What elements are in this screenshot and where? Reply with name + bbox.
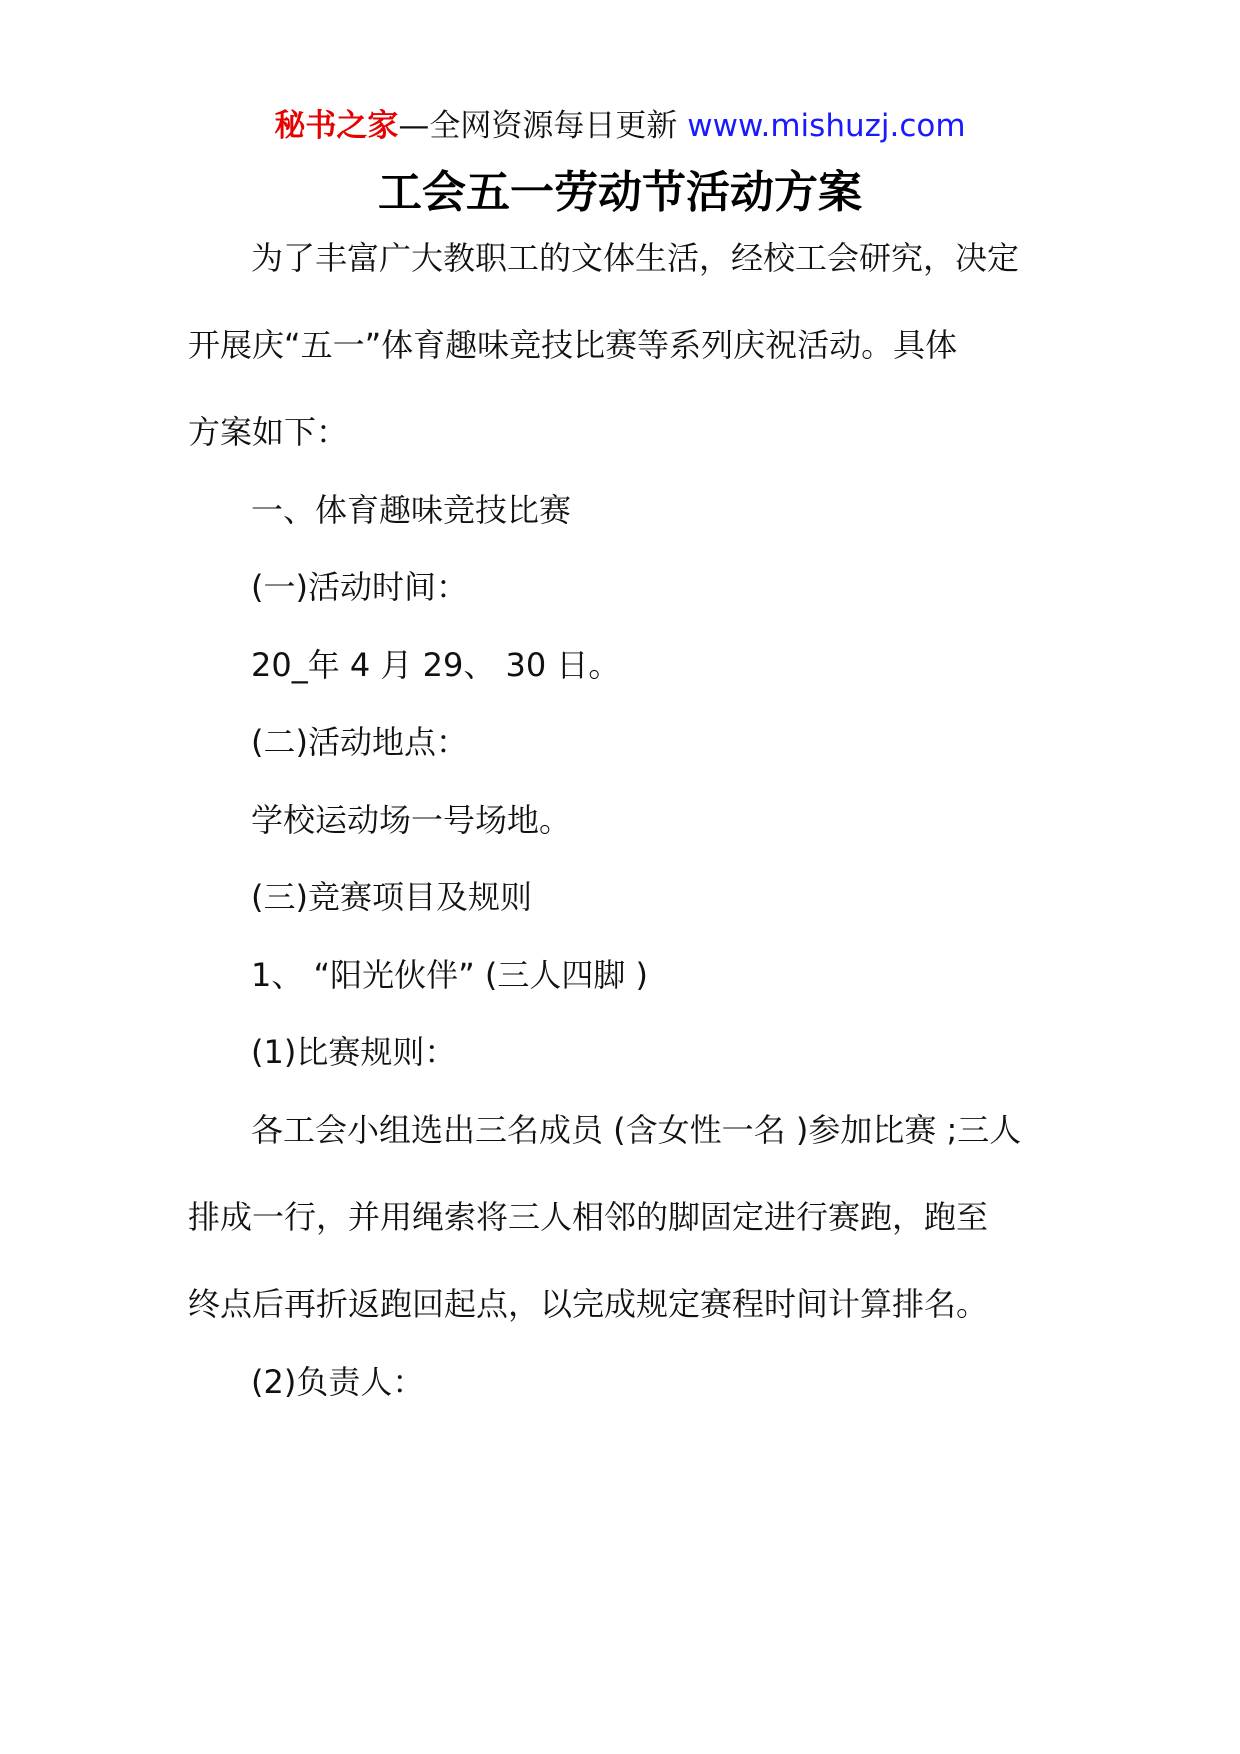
item-heading: 1、 “阳光伙伴” (三人四脚 ) (251, 956, 649, 994)
paragraph-line: 学校运动场一号场地。 (251, 801, 572, 839)
subsection-heading: (一)活动时间： (251, 568, 468, 606)
item-subheading: (1)比赛规则： (251, 1033, 457, 1071)
paragraph-line: 方案如下： (188, 413, 349, 451)
paragraph-line: 20_年 4 月 29、 30 日。 (251, 646, 621, 684)
paragraph-line: 开展庆“五一”体育趣味竞技比赛等系列庆祝活动。具体 (188, 326, 958, 364)
paragraph-line: 各工会小组选出三名成员 (含女性一名 )参加比赛 ;三人 (251, 1111, 1022, 1149)
paragraph-line: 排成一行，并用绳索将三人相邻的脚固定进行赛跑，跑至 (188, 1198, 989, 1236)
site-url-link[interactable]: www.mishuzj.com (687, 108, 966, 144)
paragraph-line: 为了丰富广大教职工的文体生活，经校工会研究，决定 (251, 239, 1020, 277)
subsection-heading: (二)活动地点： (251, 723, 468, 761)
item-subheading: (2)负责人： (251, 1363, 425, 1401)
subsection-heading: (三)竞赛项目及规则 (251, 878, 532, 916)
site-tagline: —全网资源每日更新 (398, 108, 688, 144)
paragraph-line: 终点后再折返跑回起点，以完成规定赛程时间计算排名。 (188, 1285, 989, 1323)
document-title: 工会五一劳动节活动方案 (378, 167, 862, 218)
section-heading: 一、体育趣味竞技比赛 (251, 491, 572, 529)
site-brand: 秘书之家 (274, 108, 399, 144)
site-header (0, 104, 1240, 148)
